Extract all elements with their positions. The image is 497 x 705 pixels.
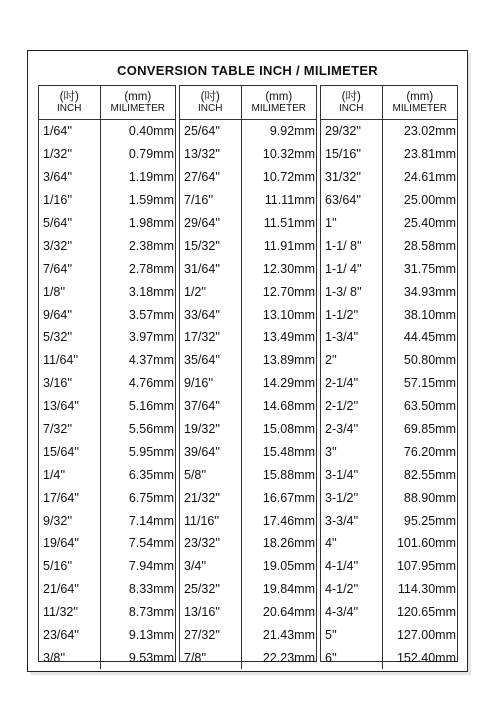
inch-column-header bbox=[321, 86, 382, 120]
table-row bbox=[180, 509, 316, 532]
mm-cell: 127.00mm bbox=[396, 628, 456, 643]
table-row bbox=[180, 578, 316, 601]
header-row bbox=[180, 86, 316, 120]
inch-cell: 5/8'' bbox=[180, 463, 241, 486]
inch-cell: 17/64'' bbox=[39, 486, 100, 509]
table-group-1 bbox=[38, 85, 176, 665]
table-group-2 bbox=[179, 85, 317, 665]
mm-header-unit: (mm) bbox=[124, 90, 152, 103]
inch-cell: 5'' bbox=[321, 624, 382, 647]
mm-cell: 69.85mm bbox=[403, 422, 456, 437]
table-row bbox=[39, 120, 175, 143]
table-row bbox=[180, 486, 316, 509]
table-row bbox=[39, 395, 175, 418]
table-row bbox=[180, 326, 316, 349]
inch-cell: 9/16'' bbox=[180, 372, 241, 395]
table-row bbox=[39, 555, 175, 578]
mm-cell: 25.00mm bbox=[403, 193, 456, 208]
mm-cell: 5.95mm bbox=[128, 444, 174, 459]
table-row bbox=[180, 280, 316, 303]
mm-cell: 7.54mm bbox=[128, 536, 174, 551]
table-row bbox=[180, 372, 316, 395]
mm-cell: 6.35mm bbox=[128, 467, 174, 482]
mm-header-en: MILIMETER bbox=[251, 102, 306, 114]
inch-cell: 7/16'' bbox=[180, 189, 241, 212]
inch-cell: 2'' bbox=[321, 349, 382, 372]
mm-cell: 16.67mm bbox=[262, 490, 315, 505]
mm-cell: 21.43mm bbox=[262, 628, 315, 643]
table-row bbox=[321, 463, 457, 486]
mm-cell: 13.89mm bbox=[262, 353, 315, 368]
inch-column-header bbox=[180, 86, 241, 120]
table-row bbox=[321, 349, 457, 372]
table-row bbox=[321, 601, 457, 624]
mm-cell: 9.92mm bbox=[269, 124, 315, 139]
mm-cell: 7.14mm bbox=[128, 513, 174, 528]
table-group-3 bbox=[320, 85, 458, 665]
inch-cell: 39/64'' bbox=[180, 440, 241, 463]
inch-header-cn: (吋) bbox=[200, 90, 220, 103]
mm-cell: 4.76mm bbox=[128, 376, 174, 391]
table-row bbox=[180, 532, 316, 555]
mm-cell: 15.08mm bbox=[262, 422, 315, 437]
inch-cell: 3'' bbox=[321, 440, 382, 463]
table-row bbox=[39, 440, 175, 463]
table-row bbox=[321, 234, 457, 257]
table-row bbox=[39, 646, 175, 669]
inch-cell: 19/64'' bbox=[39, 532, 100, 555]
inch-cell: 31/64'' bbox=[180, 257, 241, 280]
mm-cell: 13.49mm bbox=[262, 330, 315, 345]
table-row bbox=[180, 463, 316, 486]
mm-cell: 24.61mm bbox=[403, 170, 456, 185]
inch-cell: 31/32'' bbox=[321, 166, 382, 189]
inch-cell: 1-1/ 4'' bbox=[321, 257, 382, 280]
inch-cell: 3-1/4'' bbox=[321, 463, 382, 486]
inch-cell: 1/64'' bbox=[39, 120, 100, 143]
table-row bbox=[180, 234, 316, 257]
table-row bbox=[321, 509, 457, 532]
inch-cell: 7/64'' bbox=[39, 257, 100, 280]
table-row bbox=[39, 532, 175, 555]
mm-cell: 5.56mm bbox=[128, 422, 174, 437]
mm-cell: 0.79mm bbox=[128, 147, 174, 162]
inch-cell: 13/32'' bbox=[180, 143, 241, 166]
table-row bbox=[321, 578, 457, 601]
mm-column-header bbox=[241, 86, 316, 120]
mm-cell: 1.98mm bbox=[128, 216, 174, 230]
mm-cell: 34.93mm bbox=[403, 284, 456, 299]
mm-cell: 7.94mm bbox=[128, 559, 174, 574]
table-row bbox=[39, 601, 175, 624]
mm-cell: 114.30mm bbox=[397, 582, 456, 597]
table-row bbox=[321, 532, 457, 555]
table-row bbox=[39, 624, 175, 647]
mm-cell: 19.84mm bbox=[262, 582, 315, 597]
table-row bbox=[180, 646, 316, 669]
inch-header-en: INCH bbox=[198, 102, 223, 114]
table-row bbox=[39, 212, 175, 235]
conversion-sheet bbox=[27, 50, 468, 672]
mm-cell: 44.45mm bbox=[403, 330, 456, 345]
conversion-table bbox=[39, 86, 175, 669]
mm-cell: 20.64mm bbox=[262, 605, 315, 620]
mm-header-unit: (mm) bbox=[406, 90, 434, 103]
table-row bbox=[180, 349, 316, 372]
table-row bbox=[180, 166, 316, 189]
inch-cell: 63/64'' bbox=[321, 189, 382, 212]
inch-cell: 11/16'' bbox=[180, 509, 241, 532]
table-row bbox=[180, 303, 316, 326]
mm-cell: 8.73mm bbox=[128, 605, 174, 620]
table-row bbox=[321, 486, 457, 509]
inch-cell: 29/32'' bbox=[321, 120, 382, 143]
mm-cell: 10.72mm bbox=[262, 170, 315, 185]
table-row bbox=[39, 463, 175, 486]
inch-cell: 1'' bbox=[321, 212, 382, 235]
table-row bbox=[180, 624, 316, 647]
inch-cell: 3/16'' bbox=[39, 372, 100, 395]
mm-cell: 4.37mm bbox=[128, 353, 174, 368]
inch-cell: 2-1/4'' bbox=[321, 372, 382, 395]
table-row bbox=[321, 555, 457, 578]
mm-cell: 15.88mm bbox=[262, 467, 315, 482]
inch-cell: 23/32'' bbox=[180, 532, 241, 555]
mm-cell: 50.80mm bbox=[403, 353, 456, 368]
mm-cell: 15.48mm bbox=[262, 444, 315, 459]
inch-cell: 25/64'' bbox=[180, 120, 241, 143]
inch-header-en: INCH bbox=[57, 102, 82, 114]
inch-cell: 37/64'' bbox=[180, 395, 241, 418]
mm-cell: 6.75mm bbox=[128, 490, 174, 505]
inch-cell: 3/4'' bbox=[180, 555, 241, 578]
inch-cell: 7/32'' bbox=[39, 418, 100, 441]
mm-column-header bbox=[100, 86, 175, 120]
mm-cell: 31.75mm bbox=[403, 261, 456, 276]
header-row bbox=[321, 86, 457, 120]
mm-header-en: MILIMETER bbox=[110, 102, 165, 114]
inch-column-header bbox=[39, 86, 100, 120]
inch-cell: 11/64'' bbox=[39, 349, 100, 372]
mm-cell: 18.26mm bbox=[262, 536, 315, 551]
table-row bbox=[180, 601, 316, 624]
table-row bbox=[39, 234, 175, 257]
table-row bbox=[321, 646, 457, 669]
table-row bbox=[321, 418, 457, 441]
inch-cell: 3-3/4'' bbox=[321, 509, 382, 532]
inch-cell: 1/2'' bbox=[180, 280, 241, 303]
table-row bbox=[39, 326, 175, 349]
mm-cell: 12.70mm bbox=[262, 284, 315, 299]
table-row bbox=[180, 395, 316, 418]
inch-cell: 17/32'' bbox=[180, 326, 241, 349]
mm-cell: 0.40mm bbox=[128, 124, 174, 139]
table-body bbox=[321, 120, 457, 670]
table-row bbox=[39, 257, 175, 280]
mm-cell: 101.60mm bbox=[396, 536, 456, 551]
mm-cell: 38.10mm bbox=[403, 307, 456, 322]
mm-cell: 8.33mm bbox=[128, 582, 174, 597]
mm-cell: 88.90mm bbox=[403, 490, 456, 505]
mm-cell: 17.46mm bbox=[262, 513, 315, 528]
inch-cell: 3/64'' bbox=[39, 166, 100, 189]
mm-cell: 23.02mm bbox=[403, 124, 456, 139]
table-row bbox=[321, 303, 457, 326]
inch-cell: 21/32'' bbox=[180, 486, 241, 509]
mm-header-unit: (mm) bbox=[265, 90, 293, 103]
inch-cell: 15/64'' bbox=[39, 440, 100, 463]
inch-cell: 5/16'' bbox=[39, 555, 100, 578]
inch-cell: 3/32'' bbox=[39, 234, 100, 257]
inch-cell: 19/32'' bbox=[180, 418, 241, 441]
mm-cell: 82.55mm bbox=[403, 467, 456, 482]
table-row bbox=[321, 326, 457, 349]
table-row bbox=[180, 212, 316, 235]
inch-cell: 11/32'' bbox=[39, 601, 100, 624]
header-row bbox=[39, 86, 175, 120]
mm-cell: 23.81mm bbox=[403, 147, 456, 162]
mm-cell: 152.40mm bbox=[396, 650, 456, 665]
mm-cell: 14.29mm bbox=[262, 376, 315, 391]
mm-cell: 2.78mm bbox=[128, 261, 174, 276]
mm-cell: 107.95mm bbox=[396, 559, 456, 574]
mm-cell: 76.20mm bbox=[403, 444, 456, 459]
inch-cell: 15/16'' bbox=[321, 143, 382, 166]
inch-cell: 1-1/ 8'' bbox=[321, 234, 382, 257]
mm-cell: 5.16mm bbox=[128, 399, 174, 414]
mm-cell: 120.65mm bbox=[396, 605, 456, 620]
mm-cell: 14.68mm bbox=[262, 399, 315, 414]
mm-cell: 95.25mm bbox=[403, 513, 456, 528]
conversion-table bbox=[180, 86, 316, 669]
inch-cell: 1-3/ 8'' bbox=[321, 280, 382, 303]
mm-cell: 3.97mm bbox=[128, 330, 174, 345]
table-row bbox=[321, 395, 457, 418]
inch-cell: 5/32'' bbox=[39, 326, 100, 349]
table-row bbox=[321, 120, 457, 143]
mm-cell: 57.15mm bbox=[403, 376, 456, 391]
table-row bbox=[39, 486, 175, 509]
inch-cell: 9/64'' bbox=[39, 303, 100, 326]
mm-cell: 9.13mm bbox=[128, 628, 174, 643]
table-body bbox=[39, 120, 175, 670]
table-row bbox=[321, 189, 457, 212]
inch-cell: 27/64'' bbox=[180, 166, 241, 189]
inch-cell: 33/64'' bbox=[180, 303, 241, 326]
table-row bbox=[321, 624, 457, 647]
inch-cell: 15/32'' bbox=[180, 234, 241, 257]
table-row bbox=[321, 143, 457, 166]
mm-cell: 1.59mm bbox=[128, 193, 174, 208]
inch-cell: 1/8'' bbox=[39, 280, 100, 303]
mm-cell: 28.58mm bbox=[403, 238, 456, 253]
mm-cell: 11.11mm bbox=[264, 193, 315, 208]
inch-cell: 1-1/2'' bbox=[321, 303, 382, 326]
inch-cell: 5/64'' bbox=[39, 212, 100, 235]
mm-header-en: MILIMETER bbox=[392, 102, 447, 114]
inch-cell: 1/4'' bbox=[39, 463, 100, 486]
inch-cell: 9/32'' bbox=[39, 509, 100, 532]
table-row bbox=[321, 372, 457, 395]
mm-cell: 25.40mm bbox=[403, 216, 456, 230]
page-title: CONVERSION TABLE INCH / MILIMETER bbox=[117, 63, 378, 78]
inch-cell: 13/16'' bbox=[180, 601, 241, 624]
table-row bbox=[39, 143, 175, 166]
inch-cell: 2-1/2'' bbox=[321, 395, 382, 418]
inch-cell: 4-3/4'' bbox=[321, 601, 382, 624]
table-row bbox=[180, 257, 316, 280]
mm-cell: 12.30mm bbox=[262, 261, 315, 276]
inch-cell: 1/16'' bbox=[39, 189, 100, 212]
mm-cell: 63.50mm bbox=[403, 399, 456, 414]
table-row bbox=[180, 418, 316, 441]
mm-column-header bbox=[382, 86, 457, 120]
mm-cell: 11.91mm bbox=[263, 238, 315, 253]
inch-cell: 25/32'' bbox=[180, 578, 241, 601]
table-row bbox=[180, 189, 316, 212]
inch-cell: 1-3/4'' bbox=[321, 326, 382, 349]
table-row bbox=[180, 143, 316, 166]
mm-cell: 22.23mm bbox=[262, 650, 315, 665]
table-row bbox=[39, 166, 175, 189]
table-row bbox=[321, 257, 457, 280]
mm-cell: 19.05mm bbox=[262, 559, 315, 574]
mm-cell: 11.51mm bbox=[263, 216, 315, 230]
table-row bbox=[39, 303, 175, 326]
table-row bbox=[321, 166, 457, 189]
table-row bbox=[39, 418, 175, 441]
inch-cell: 1/32'' bbox=[39, 143, 100, 166]
inch-cell: 23/64'' bbox=[39, 624, 100, 647]
table-row bbox=[180, 555, 316, 578]
inch-cell: 4-1/2'' bbox=[321, 578, 382, 601]
inch-cell: 7/8'' bbox=[180, 646, 241, 669]
inch-cell: 4'' bbox=[321, 532, 382, 555]
inch-cell: 6'' bbox=[321, 646, 382, 669]
inch-cell: 29/64'' bbox=[180, 212, 241, 235]
inch-cell: 13/64'' bbox=[39, 395, 100, 418]
inch-cell: 21/64'' bbox=[39, 578, 100, 601]
table-row bbox=[39, 349, 175, 372]
mm-cell: 2.38mm bbox=[128, 238, 174, 253]
table-row bbox=[39, 280, 175, 303]
table-row bbox=[321, 280, 457, 303]
mm-cell: 13.10mm bbox=[262, 307, 315, 322]
table-body bbox=[180, 120, 316, 670]
table-row bbox=[180, 120, 316, 143]
table-row bbox=[321, 212, 457, 235]
inch-cell: 27/32'' bbox=[180, 624, 241, 647]
mm-cell: 3.57mm bbox=[128, 307, 174, 322]
mm-cell: 3.18mm bbox=[128, 284, 174, 299]
inch-cell: 3/8'' bbox=[39, 646, 100, 669]
inch-cell: 35/64'' bbox=[180, 349, 241, 372]
inch-cell: 3-1/2'' bbox=[321, 486, 382, 509]
mm-cell: 10.32mm bbox=[262, 147, 315, 162]
inch-header-cn: (吋) bbox=[59, 90, 79, 103]
inch-cell: 4-1/4'' bbox=[321, 555, 382, 578]
table-row bbox=[39, 578, 175, 601]
conversion-table bbox=[321, 86, 457, 669]
inch-header-cn: (吋) bbox=[341, 90, 361, 103]
table-row bbox=[321, 440, 457, 463]
table-row bbox=[39, 189, 175, 212]
mm-cell: 1.19mm bbox=[128, 170, 174, 185]
table-row bbox=[39, 509, 175, 532]
mm-cell: 9.53mm bbox=[128, 650, 174, 665]
inch-cell: 2-3/4'' bbox=[321, 418, 382, 441]
inch-header-en: INCH bbox=[339, 102, 364, 114]
table-row bbox=[39, 372, 175, 395]
table-row bbox=[180, 440, 316, 463]
